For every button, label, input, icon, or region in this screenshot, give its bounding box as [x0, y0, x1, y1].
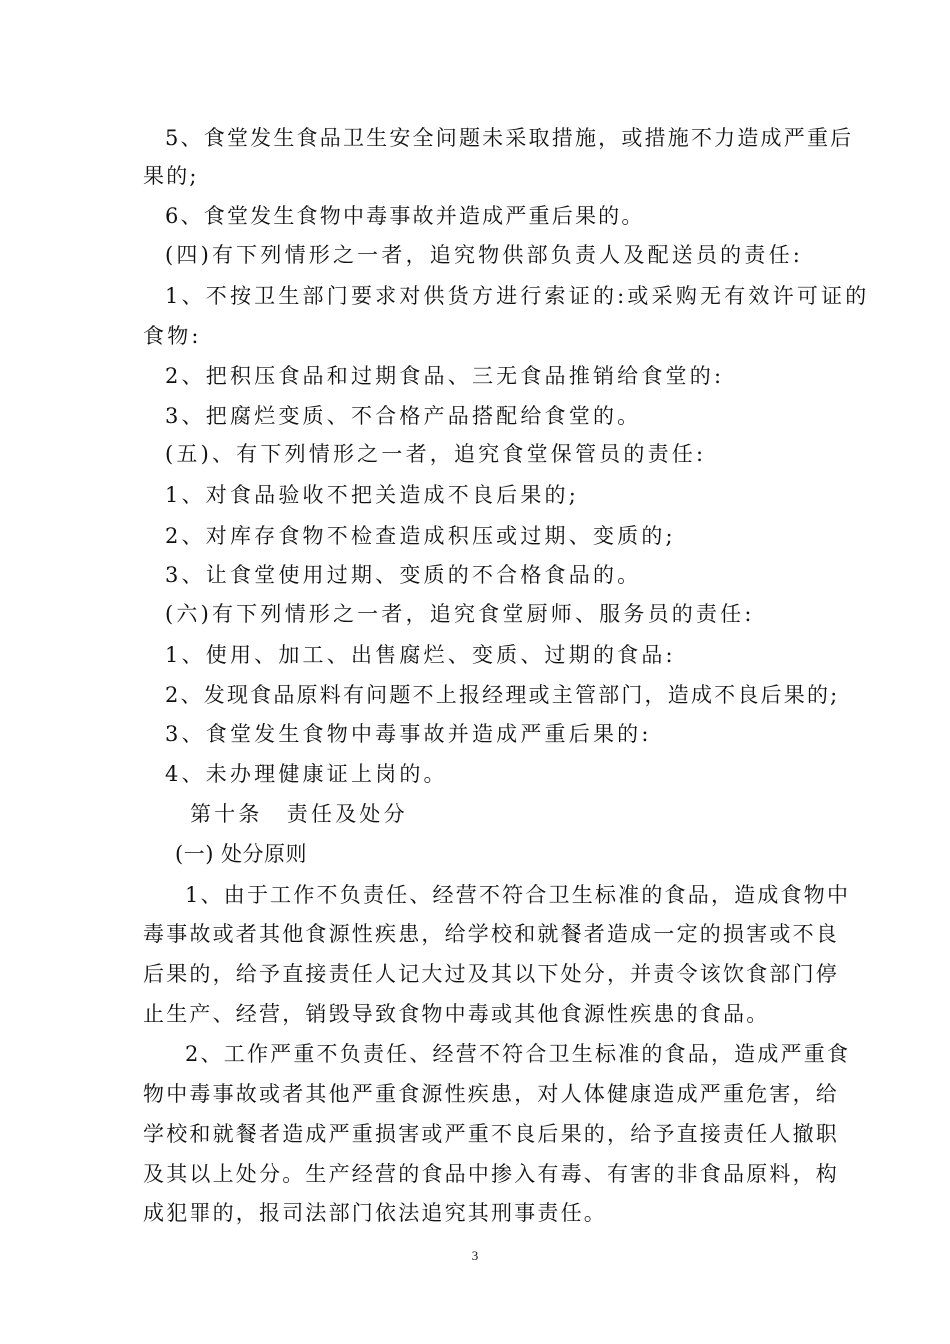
text-line: 果的; [143, 164, 199, 188]
text-line: (四)有下列情形之一者，追究物供部负责人及配送员的责任: [165, 243, 804, 267]
text-line: 2、工作严重不负责任、经营不符合卫生标准的食品，造成严重食 [185, 1042, 851, 1066]
text-line: 止生产、经营，销毁导致食物中毒或其他食源性疾患的食品。 [143, 1002, 770, 1026]
subsection-heading: (一) 处分原则 [175, 842, 308, 866]
text-line: 3、让食堂使用过期、变质的不合格食品的。 [165, 563, 642, 587]
text-line: 3、把腐烂变质、不合格产品搭配给食堂的。 [165, 404, 642, 428]
text-line: 食物: [143, 324, 202, 348]
text-line: 成犯罪的，报司法部门依法追究其刑事责任。 [143, 1201, 607, 1225]
text-line: 6、食堂发生食物中毒事故并造成严重后果的。 [165, 204, 645, 228]
text-line: 1、由于工作不负责任、经营不符合卫生标准的食品，造成食物中 [185, 883, 851, 907]
text-line: 后果的，给予直接责任人记大过及其以下处分，并责令该饮食部门停 [143, 962, 839, 986]
text-line: 学校和就餐者造成严重损害或严重不良后果的，给予直接责任人撤职 [143, 1122, 839, 1146]
text-line: 毒事故或者其他食源性疾患，给学校和就餐者造成一定的损害或不良 [143, 922, 839, 946]
page-number: 3 [471, 1248, 479, 1263]
text-line: 5、食堂发生食品卫生安全问题未采取措施，或措施不力造成严重后 [165, 126, 854, 150]
text-line: 1、使用、加工、出售腐烂、变质、过期的食品: [165, 643, 676, 667]
text-line: 及其以上处分。生产经营的食品中掺入有毒、有害的非食品原料，构 [143, 1162, 839, 1186]
section-heading: 第十条 责任及处分 [190, 802, 408, 826]
text-line: (六)有下列情形之一者，追究食堂厨师、服务员的责任: [165, 602, 755, 626]
text-line: 2、把积压食品和过期食品、三无食品推销给食堂的: [165, 364, 725, 388]
text-line: 4、未办理健康证上岗的。 [165, 762, 448, 786]
text-line: 2、对库存食物不检查造成积压或过期、变质的; [165, 524, 676, 548]
text-line: (五)、有下列情形之一者，追究食堂保管员的责任: [165, 442, 707, 466]
text-line: 2、发现食品原料有问题不上报经理或主管部门，造成不良后果的; [165, 683, 840, 707]
text-line: 物中毒事故或者其他严重食源性疾患，对人体健康造成严重危害，给 [143, 1082, 839, 1106]
text-line: 3、食堂发生食物中毒事故并造成严重后果的: [165, 722, 652, 746]
text-line: 1、不按卫生部门要求对供货方进行索证的:或采购无有效许可证的 [165, 284, 870, 308]
text-line: 1、对食品验收不把关造成不良后果的; [165, 483, 580, 507]
